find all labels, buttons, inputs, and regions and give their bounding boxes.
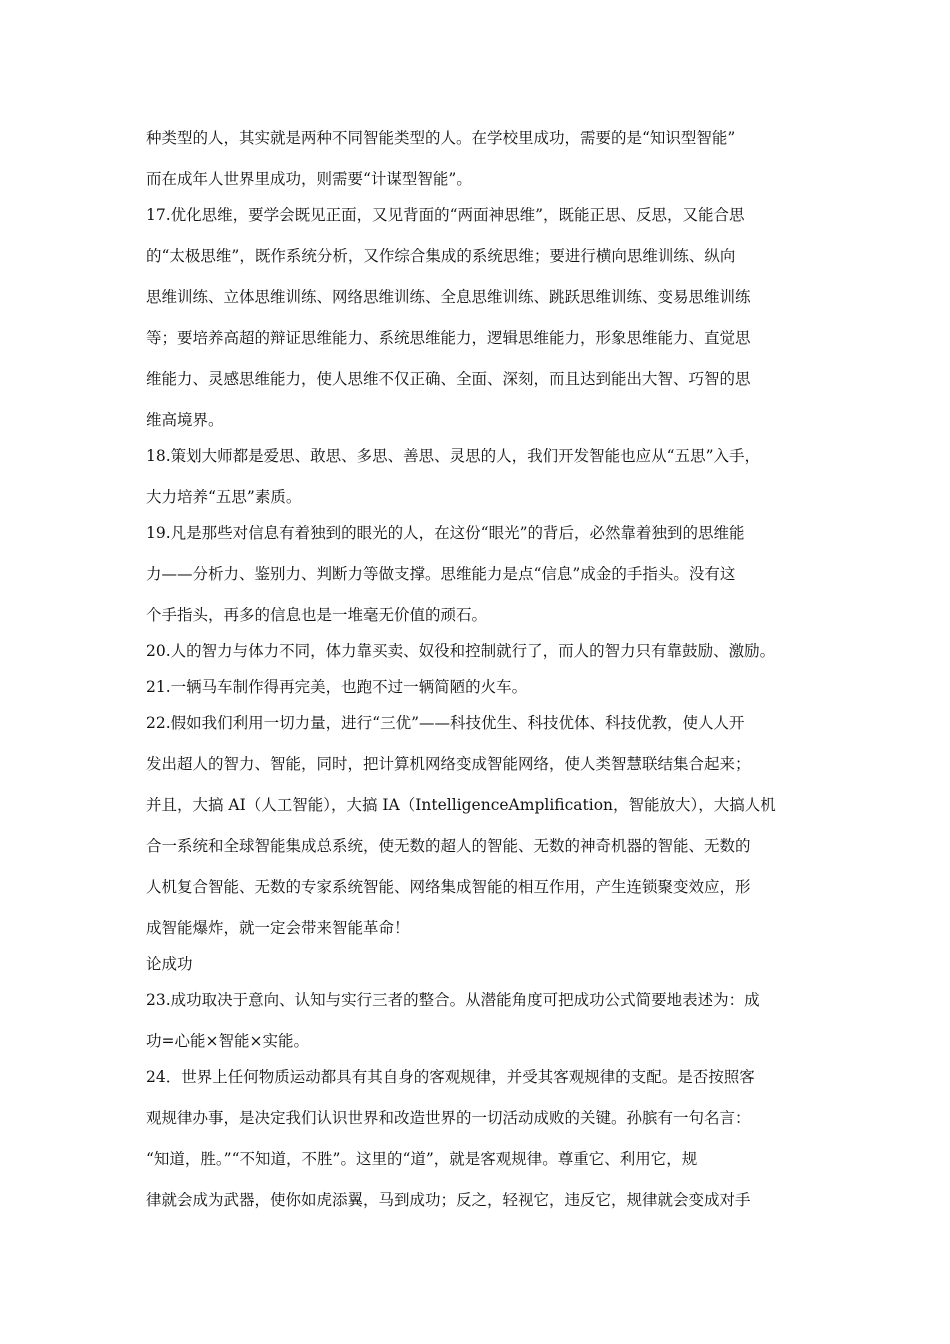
text-line: 维高境界。 [146,411,224,429]
text-line: 维能力、灵感思维能力，使人思维不仅正确、全面、深刻，而且达到能出大智、巧智的思 [146,370,751,388]
text-line: 种类型的人，其实就是两种不同智能类型的人。在学校里成功，需要的是“知识型智能” [146,129,736,147]
text-line: 21.一辆马车制作得再完美，也跑不过一辆简陋的火车。 [146,678,528,696]
text-line: 个手指头，再多的信息也是一堆毫无价值的顽石。 [146,606,488,624]
text-line: 18.策划大师都是爱思、敢思、多思、善思、灵思的人，我们开发智能也应从“五思”入手， [146,447,761,465]
text-line: 24．世界上任何物质运动都具有其自身的客观规律，并受其客观规律的支配。是否按照客 [146,1068,755,1086]
text-line: 23.成功取决于意向、认知与实行三者的整合。从潜能角度可把成功公式简要地表述为：成 [146,991,760,1009]
text-line: 人机复合智能、无数的专家系统智能、网络集成智能的相互作用，产生连锁聚变效应，形 [146,878,751,896]
text-line: 17.优化思维，要学会既见正面，又见背面的“两面神思维”，既能正思、反思，又能合思 [146,206,745,224]
text-line: 19.凡是那些对信息有着独到的眼光的人，在这份“眼光”的背后，必然靠着独到的思维能 [146,524,745,542]
text-line: 的“太极思维”，既作系统分析，又作综合集成的系统思维；要进行横向思维训练、纵向 [146,247,736,265]
text-line: 律就会成为武器，使你如虎添翼，马到成功；反之，轻视它，违反它，规律就会变成对手 [146,1191,751,1209]
text-line: 20.人的智力与体力不同，体力靠买卖、奴役和控制就行了，而人的智力只有靠鼓励、激励。 [146,642,776,660]
text-line: 大力培养“五思”素质。 [146,488,302,506]
text-line: “知道，胜。”“不知道，不胜”。这里的“道”，就是客观规律。尊重它、利用它，规 [146,1150,698,1168]
text-line: 发出超人的智力、智能，同时，把计算机网络变成智能网络，使人类智慧联结集合起来； [146,755,751,773]
section-heading: 论成功 [146,955,193,973]
text-line: 等；要培养高超的辩证思维能力、系统思维能力，逻辑思维能力，形象思维能力、直觉思 [146,329,751,347]
text-line: 合一系统和全球智能集成总系统，使无数的超人的智能、无数的神奇机器的智能、无数的 [146,837,751,855]
text-line: 观规律办事，是决定我们认识世界和改造世界的一切活动成败的关键。孙膑有一句名言： [146,1109,751,1127]
text-line: 思维训练、立体思维训练、网络思维训练、全息思维训练、跳跃思维训练、变易思维训练 [146,288,751,306]
text-line: 功=心能×智能×实能。 [146,1032,309,1050]
text-line: 并且，大搞 AI（人工智能），大搞 IA（IntelligenceAmplification，智能放大），大搞人机 [146,796,776,814]
text-line: 力——分析力、鉴别力、判断力等做支撑。思维能力是点“信息”成金的手指头。没有这 [146,565,736,583]
text-line: 而在成年人世界里成功，则需要“计谋型智能”。 [146,170,472,188]
text-line: 成智能爆炸，就一定会带来智能革命！ [146,919,410,937]
text-line: 22.假如我们利用一切力量，进行“三优”——科技优生、科技优体、科技优教，使人人开 [146,714,745,732]
